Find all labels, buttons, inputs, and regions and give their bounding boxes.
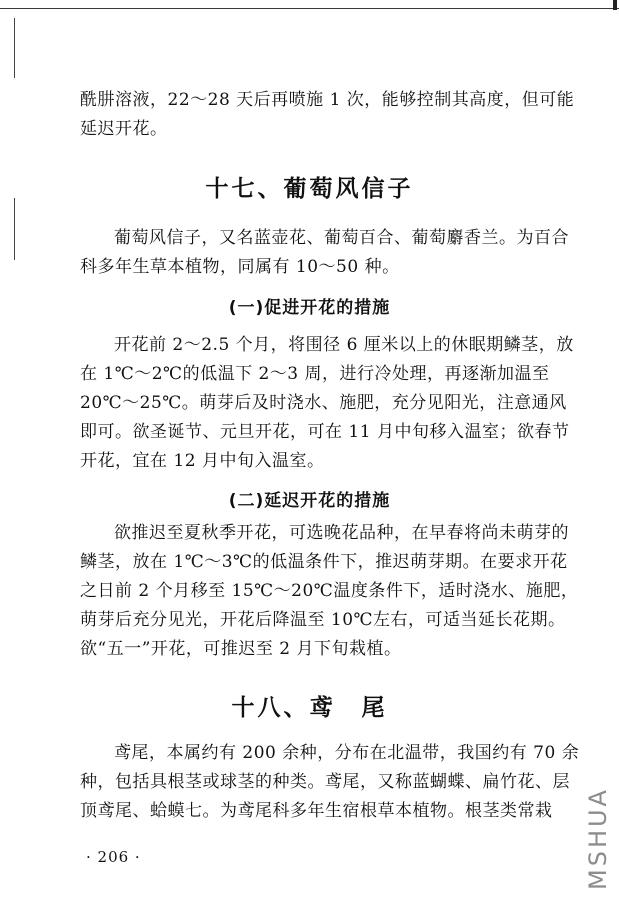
- watermark: [584, 780, 616, 890]
- section-17-sub2-heading: (二)延迟开花的措施: [228, 491, 391, 511]
- section-17-intro: 葡萄风信子，又名蓝壶花、葡萄百合、葡萄麝香兰。为百合科多年生草本植物，同属有 10～50 种。: [80, 228, 569, 277]
- intro-paragraph: 酰肼溶液，22～28 天后再喷施 1 次，能够控制其高度，但可能延迟开花。: [80, 90, 575, 139]
- section-18-heading: 十八、鸢 尾: [231, 695, 388, 721]
- watermark-text: MSHUA: [584, 787, 612, 890]
- page-number: · 206 ·: [86, 848, 141, 866]
- scan-corner-mark: [613, 0, 617, 10]
- section-17-sub1-text: 开花前 2～2.5 个月，将围径 6 厘米以上的休眠期鳞茎，放在 1℃～2℃的低温下 2～3 周，进行冷处理，再逐渐加温至 20℃～25℃。萌芽后及时浇水、施肥，充分见阳光，注意通风即可。欲圣诞节、元旦开花，可在 11 月中旬移入温室；欲春节开花，宜在 12 月中旬入温室。: [80, 335, 574, 471]
- section-17-heading: 十七、葡萄风信子: [205, 176, 414, 202]
- section-17-sub2-text: 欲推迟至夏秋季开花，可选晚花品种，在早春将尚未萌芽的鳞茎，放在 1℃～3℃的低温条件下，推迟萌芽期。在要求开花之日前 2 个月移至 15℃～20℃温度条件下，适时浇水、施肥，萌芽后充分见光，开花后降温至 10℃左右，可适当延长花期。欲“五一”开花，可推迟至 2 月下旬栽植。: [80, 523, 579, 659]
- scan-left-edge-mark: [14, 198, 15, 260]
- section-17-sub1-heading: (一)促进开花的措施: [228, 298, 391, 318]
- scan-top-edge: [0, 8, 619, 9]
- section-18-intro: 鸢尾，本属约有 200 余种，分布在北温带，我国约有 70 余种，包括具根茎或球茎的种类。鸢尾，又称蓝蝴蝶、扁竹花、层顶鸢尾、蛤蟆七。为鸢尾科多年生宿根草本植物。根茎类常栽: [80, 743, 580, 821]
- scan-left-edge-mark: [14, 18, 15, 78]
